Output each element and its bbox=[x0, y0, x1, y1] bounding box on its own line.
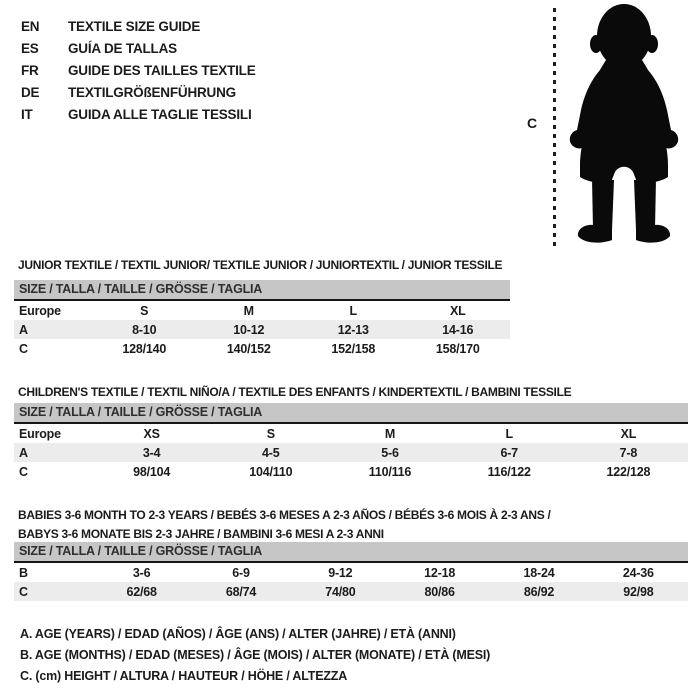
cell: XS bbox=[143, 426, 160, 441]
babies-title-line2: BABYS 3-6 MONATE BIS 2-3 JAHRE / BAMBINI 3-6 MESI A 2-3 ANNI bbox=[18, 526, 384, 541]
table-row bbox=[14, 582, 688, 601]
cell: 110/116 bbox=[368, 464, 412, 479]
cell: 128/140 bbox=[122, 341, 167, 356]
legend-line-a: A. AGE (YEARS) / EDAD (AÑOS) / ÂGE (ANS) / ALTER (JAHRE) / ETÀ (ANNI) bbox=[20, 627, 456, 641]
cell: 152/158 bbox=[331, 341, 376, 356]
row-label: Europe bbox=[19, 303, 61, 318]
cell: 6-7 bbox=[500, 445, 518, 460]
children-section-title: CHILDREN'S TEXTILE / TEXTIL NIÑO/A / TEXTILE DES ENFANTS / KINDERTEXTIL / BAMBINI TESSILE bbox=[18, 384, 572, 399]
cell: 8-10 bbox=[132, 322, 157, 337]
cell: 104/110 bbox=[249, 464, 293, 479]
cell: 92/98 bbox=[623, 584, 654, 599]
table-row bbox=[14, 462, 688, 481]
legend-line-c: C. (cm) HEIGHT / ALTURA / HAUTEUR / HÖHE / ALTEZZA bbox=[20, 669, 348, 683]
cell: XL bbox=[449, 303, 466, 318]
language-label: GUIDA ALLE TAGLIE TESSILI bbox=[68, 106, 252, 122]
table-row bbox=[14, 563, 688, 582]
cell: S bbox=[140, 303, 149, 318]
table-row bbox=[14, 443, 688, 462]
cell: XL bbox=[620, 426, 637, 441]
cell: 158/170 bbox=[435, 341, 480, 356]
row-label: B bbox=[19, 565, 28, 580]
size-table-header: SIZE / TALLA / TAILLE / GRÖSSE / TAGLIA bbox=[14, 542, 688, 563]
language-code: EN bbox=[21, 18, 40, 34]
babies-size-table bbox=[14, 542, 688, 601]
cell: 140/152 bbox=[226, 341, 271, 356]
children-size-table bbox=[14, 403, 688, 481]
cell: 9-12 bbox=[328, 565, 353, 580]
language-row bbox=[21, 59, 256, 81]
language-row bbox=[21, 103, 256, 125]
junior-size-table bbox=[14, 280, 510, 358]
language-code: IT bbox=[21, 106, 33, 122]
cell: 12-13 bbox=[337, 322, 369, 337]
table-row bbox=[14, 320, 510, 339]
measure-legend bbox=[20, 624, 490, 687]
legend-line-b: B. AGE (MONTHS) / EDAD (MESES) / ÂGE (MOIS) / ALTER (MONATE) / ETÀ (MESI) bbox=[20, 648, 491, 662]
language-code: FR bbox=[21, 62, 39, 78]
row-label: C bbox=[19, 341, 28, 356]
language-label: GUÍA DE TALLAS bbox=[68, 40, 177, 56]
cell: 18-24 bbox=[523, 565, 555, 580]
babies-section-title bbox=[18, 506, 550, 544]
language-row bbox=[21, 81, 256, 103]
cell: 86/92 bbox=[523, 584, 555, 599]
cell: 122/128 bbox=[606, 464, 651, 479]
cell: 7-8 bbox=[619, 445, 638, 460]
language-row bbox=[21, 15, 256, 37]
cell: 5-6 bbox=[381, 445, 399, 460]
language-label: GUIDE DES TAILLES TEXTILE bbox=[68, 62, 256, 78]
cell: 10-12 bbox=[233, 322, 265, 337]
table-row bbox=[14, 301, 510, 320]
cell: L bbox=[505, 426, 513, 441]
row-label: C bbox=[19, 584, 28, 599]
size-table-header: SIZE / TALLA / TAILLE / GRÖSSE / TAGLIA bbox=[14, 403, 688, 424]
language-title-list bbox=[21, 15, 256, 125]
cell: M bbox=[243, 303, 254, 318]
cell: 14-16 bbox=[442, 322, 474, 337]
cell: 98/104 bbox=[133, 464, 171, 479]
cell: 3-4 bbox=[142, 445, 161, 460]
cell: M bbox=[384, 426, 396, 441]
height-measure-line bbox=[553, 8, 556, 248]
cell: 80/86 bbox=[424, 584, 455, 599]
row-label: A bbox=[19, 322, 28, 337]
cell: 24-36 bbox=[622, 565, 654, 580]
cell: 116/122 bbox=[487, 464, 531, 479]
toddler-silhouette-icon bbox=[560, 2, 692, 248]
table-row bbox=[14, 339, 510, 358]
cell: L bbox=[349, 303, 357, 318]
cell: 4-5 bbox=[262, 445, 280, 460]
cell: 74/80 bbox=[325, 584, 356, 599]
cell: S bbox=[266, 426, 275, 441]
language-label: TEXTILGRÖßENFÜHRUNG bbox=[68, 84, 236, 100]
height-measure-label: C bbox=[527, 115, 538, 131]
row-label: A bbox=[19, 445, 28, 460]
junior-section-title: JUNIOR TEXTILE / TEXTIL JUNIOR/ TEXTILE JUNIOR / JUNIORTEXTIL / JUNIOR TESSILE bbox=[18, 257, 503, 272]
size-table-header: SIZE / TALLA / TAILLE / GRÖSSE / TAGLIA bbox=[14, 280, 510, 301]
babies-title-line1: BABIES 3-6 MONTH TO 2-3 YEARS / BEBÉS 3-6 MESES A 2-3 AÑOS / BÉBÉS 3-6 MOIS À 2-3 ANS / bbox=[18, 507, 551, 522]
table-row bbox=[14, 424, 688, 443]
row-label: Europe bbox=[19, 426, 61, 441]
cell: 62/68 bbox=[126, 584, 157, 599]
row-label: C bbox=[19, 464, 28, 479]
language-row bbox=[21, 37, 256, 59]
cell: 3-6 bbox=[132, 565, 151, 580]
cell: 6-9 bbox=[232, 565, 250, 580]
cell: 12-18 bbox=[424, 565, 456, 580]
language-label: TEXTILE SIZE GUIDE bbox=[68, 18, 201, 34]
language-code: DE bbox=[21, 84, 40, 100]
cell: 68/74 bbox=[225, 584, 257, 599]
language-code: ES bbox=[21, 40, 39, 56]
